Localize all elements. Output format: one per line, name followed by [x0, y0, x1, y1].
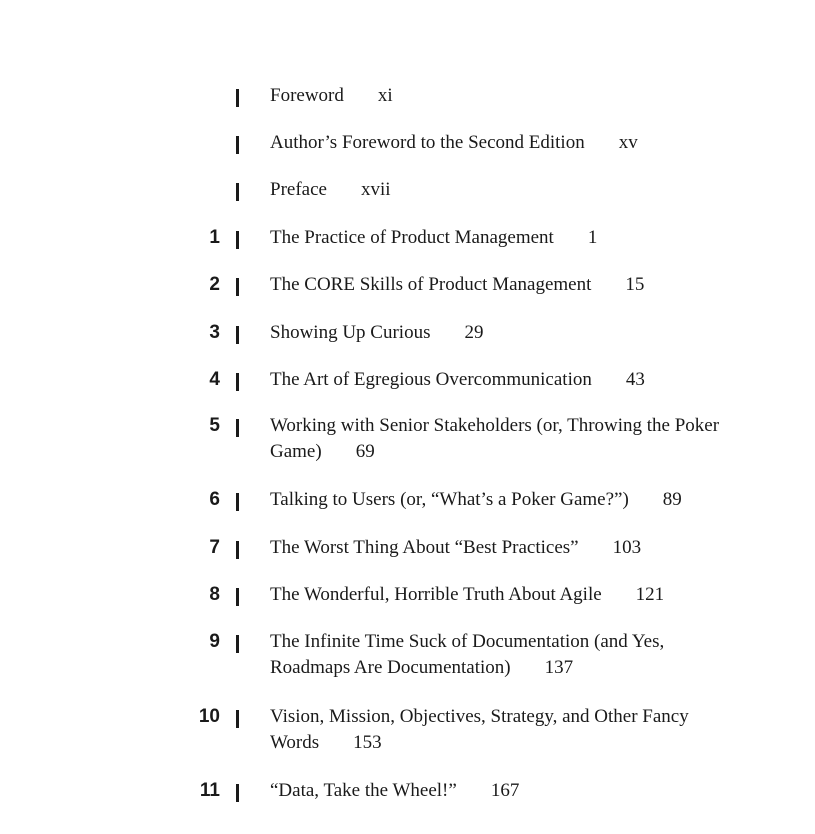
page-number: 137 [544, 657, 574, 678]
chapter-title-text: Foreword [270, 85, 344, 106]
separator-bar [236, 183, 239, 201]
chapter-title [270, 177, 740, 203]
chapter-number: 2 [209, 274, 220, 295]
page-number: 69 [355, 441, 375, 462]
chapter-title [270, 367, 740, 393]
chapter-title [270, 130, 740, 156]
chapter-number: 3 [209, 322, 220, 343]
chapter-title-text: The Infinite Time Suck of Documentation (and Yes, Roadmaps Are Documentation) [270, 631, 665, 678]
page-number: 1 [587, 227, 598, 248]
chapter-title-text: Author’s Foreword to the Second Edition [270, 132, 585, 153]
chapter-title-text: Talking to Users (or, “What’s a Poker Game?”) [270, 489, 629, 510]
page-number: 29 [464, 322, 484, 343]
chapter-title-text: Preface [270, 179, 327, 200]
chapter-title-text: Working with Senior Stakeholders (or, Throwing the Poker Game) [270, 415, 720, 462]
chapter-title [270, 535, 740, 561]
chapter-number: 11 [199, 780, 220, 801]
chapter-title [270, 487, 740, 513]
chapter-number: 4 [209, 369, 220, 390]
chapter-title [270, 320, 740, 346]
chapter-title-text: The Wonderful, Horrible Truth About Agile [270, 584, 602, 605]
chapter-title [270, 582, 740, 608]
separator-bar [236, 635, 239, 653]
page-number: 121 [635, 584, 665, 605]
page-number: 89 [662, 489, 682, 510]
separator-bar [236, 278, 239, 296]
chapter-title [270, 83, 740, 109]
chapter-number: 8 [209, 584, 220, 605]
separator-bar [236, 784, 239, 802]
chapter-number: 1 [209, 227, 220, 248]
separator-bar [236, 373, 239, 391]
chapter-title-text: The CORE Skills of Product Management [270, 274, 592, 295]
page-number: 167 [490, 780, 520, 801]
chapter-title-text: The Practice of Product Management [270, 227, 554, 248]
page-number: 43 [625, 369, 645, 390]
chapter-title [270, 704, 740, 756]
page-number: xi [377, 85, 393, 106]
chapter-title-text: The Worst Thing About “Best Practices” [270, 537, 579, 558]
separator-bar [236, 541, 239, 559]
chapter-number: 10 [198, 706, 220, 727]
chapter-title-text: The Art of Egregious Overcommunication [270, 369, 592, 390]
separator-bar [236, 493, 239, 511]
chapter-title [270, 272, 740, 298]
chapter-title [270, 778, 740, 804]
chapter-number: 9 [209, 631, 220, 652]
separator-bar [236, 231, 239, 249]
chapter-title [270, 413, 740, 465]
chapter-title-text: Vision, Mission, Objectives, Strategy, and Other Fancy Words [270, 706, 689, 753]
chapter-number: 5 [209, 415, 220, 436]
chapter-title [270, 629, 740, 681]
chapter-title-text: “Data, Take the Wheel!” [270, 780, 457, 801]
separator-bar [236, 89, 239, 107]
page-number: xvii [360, 179, 391, 200]
separator-bar [236, 588, 239, 606]
separator-bar [236, 326, 239, 344]
chapter-title-text: Showing Up Curious [270, 322, 431, 343]
page-number: xv [618, 132, 638, 153]
chapter-number: 6 [209, 489, 220, 510]
separator-bar [236, 710, 239, 728]
chapter-number: 7 [209, 537, 220, 558]
separator-bar [236, 136, 239, 154]
page-number: 153 [353, 732, 382, 753]
page-number: 15 [625, 274, 645, 295]
chapter-title [270, 225, 740, 251]
page-number: 103 [612, 537, 642, 558]
separator-bar [236, 419, 239, 437]
